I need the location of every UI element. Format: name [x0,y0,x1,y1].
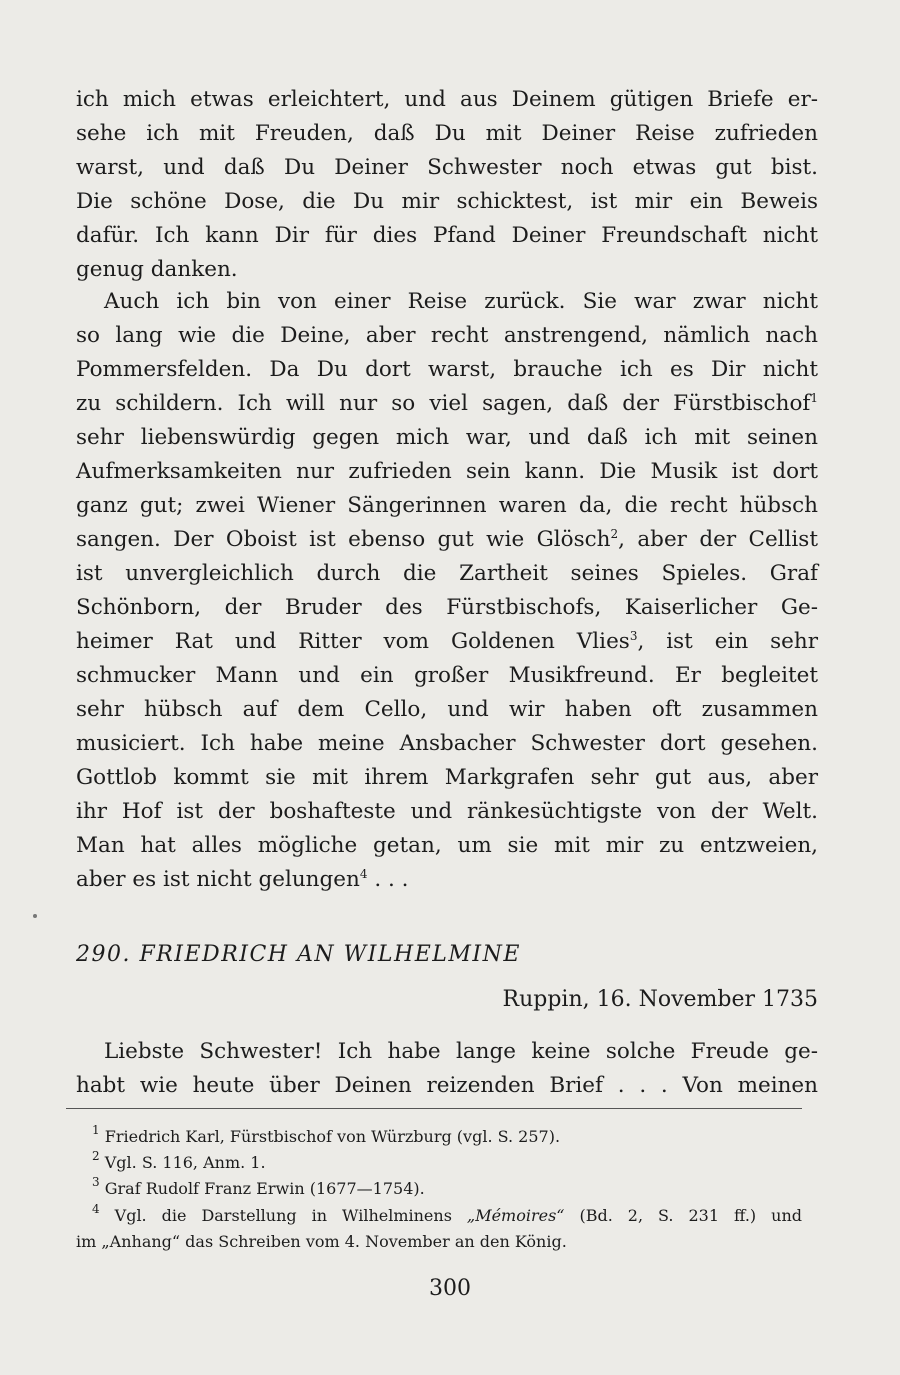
footnote-ref[interactable]: 3 [629,629,638,643]
text-line: Schönborn, der Bruder des Fürstbischofs, Kaiserlicher Ge- [76,595,818,620]
text-line: Pommersfelden. Da Du dort warst, brauche ich es Dir nicht [76,357,818,382]
text-line: habt wie heute über Deinen reizenden Brief . . . Von meinen [76,1073,818,1098]
letter-dateline: Ruppin, 16. November 1735 [502,987,818,1012]
text-line-with-footnote [76,387,818,421]
footnote-ref[interactable]: 2 [610,527,619,541]
line-text: sangen. Der Oboist ist ebenso gut wie Glösch [76,527,611,552]
line-text: heimer Rat und Ritter vom Goldenen Vlies [76,629,630,654]
text-line: ich mich etwas erleichtert, und aus Deinem gütigen Briefe er- [76,87,818,112]
footnote-text: Friedrich Karl, Fürstbischof von Würzburg (vgl. S. 257). [104,1127,561,1146]
footnote-mark: 3 [92,1175,100,1189]
text-line: Man hat alles mögliche getan, um sie mit mir zu entzweien, [76,833,818,858]
text-line: so lang wie die Deine, aber recht anstrengend, nämlich nach [76,323,818,348]
line-text-tail: , aber der Cellist [618,527,818,552]
footnote-ref[interactable]: 1 [810,391,818,405]
footnote-text: Vgl. die Darstellung in Wilhelminens [114,1206,467,1225]
footnote-text: Graf Rudolf Franz Erwin (1677—1754). [104,1179,425,1198]
footnote-1 [92,1124,802,1150]
text-line: Auch ich bin von einer Reise zurück. Sie war zwar nicht [104,289,818,314]
footnote-title: „Mémoires“ [466,1206,565,1225]
text-line: Liebste Schwester! Ich habe lange keine solche Freude ge- [104,1039,818,1064]
page-number: 300 [429,1276,471,1301]
text-line: genug danken. [76,257,238,282]
text-line: musiciert. Ich habe meine Ansbacher Schwester dort gesehen. [76,731,818,756]
footnote-mark: 1 [92,1123,100,1137]
text-line: Die schöne Dose, die Du mir schicktest, ist mir ein Beweis [76,189,818,214]
letter-heading: 290. FRIEDRICH AN WILHELMINE [76,942,521,967]
margin-mark [33,914,37,918]
text-line: warst, und daß Du Deiner Schwester noch etwas gut bist. [76,155,818,180]
footnote-text: Vgl. S. 116, Anm. 1. [104,1153,266,1172]
text-line-with-footnote [76,863,818,897]
text-line: sehr hübsch auf dem Cello, und wir haben oft zusammen [76,697,818,722]
text-line: dafür. Ich kann Dir für dies Pfand Deiner Freundschaft nicht [76,223,818,248]
text-line: ist unvergleichlich durch die Zartheit seines Spieles. Graf [76,561,818,586]
text-line: Aufmerksamkeiten nur zufrieden sein kann. Die Musik ist dort [76,459,818,484]
text-line: schmucker Mann und ein großer Musikfreund. Er begleitet [76,663,818,688]
footnote-3 [92,1176,802,1202]
ellipsis: . . . [367,867,409,892]
text-line-with-footnote [76,523,818,557]
footnote-2 [92,1150,802,1176]
footnote-text: (Bd. 2, S. 231 ff.) und [564,1206,802,1225]
footnote-4-continued: im „Anhang“ das Schreiben vom 4. November an den König. [76,1232,567,1251]
text-line: ganz gut; zwei Wiener Sängerinnen waren da, die recht hübsch [76,493,818,518]
line-text: zu schildern. Ich will nur so viel sagen, daß der Fürstbischof [76,391,811,416]
text-line: ihr Hof ist der boshafteste und ränkesüchtigste von der Welt. [76,799,818,824]
text-line: sehr liebenswürdig gegen mich war, und daß ich mit seinen [76,425,818,450]
footnote-4 [92,1203,802,1229]
line-text: aber es ist nicht gelungen [76,867,360,892]
footnote-divider [66,1108,802,1109]
line-text-tail: , ist ein sehr [637,629,818,654]
text-line-with-footnote [76,625,818,659]
text-line: sehe ich mit Freuden, daß Du mit Deiner Reise zufrieden [76,121,818,146]
text-line: Gottlob kommt sie mit ihrem Markgrafen sehr gut aus, aber [76,765,818,790]
footnote-mark: 2 [92,1149,100,1163]
footnote-ref[interactable]: 4 [359,867,368,881]
footnote-mark: 4 [92,1202,100,1216]
